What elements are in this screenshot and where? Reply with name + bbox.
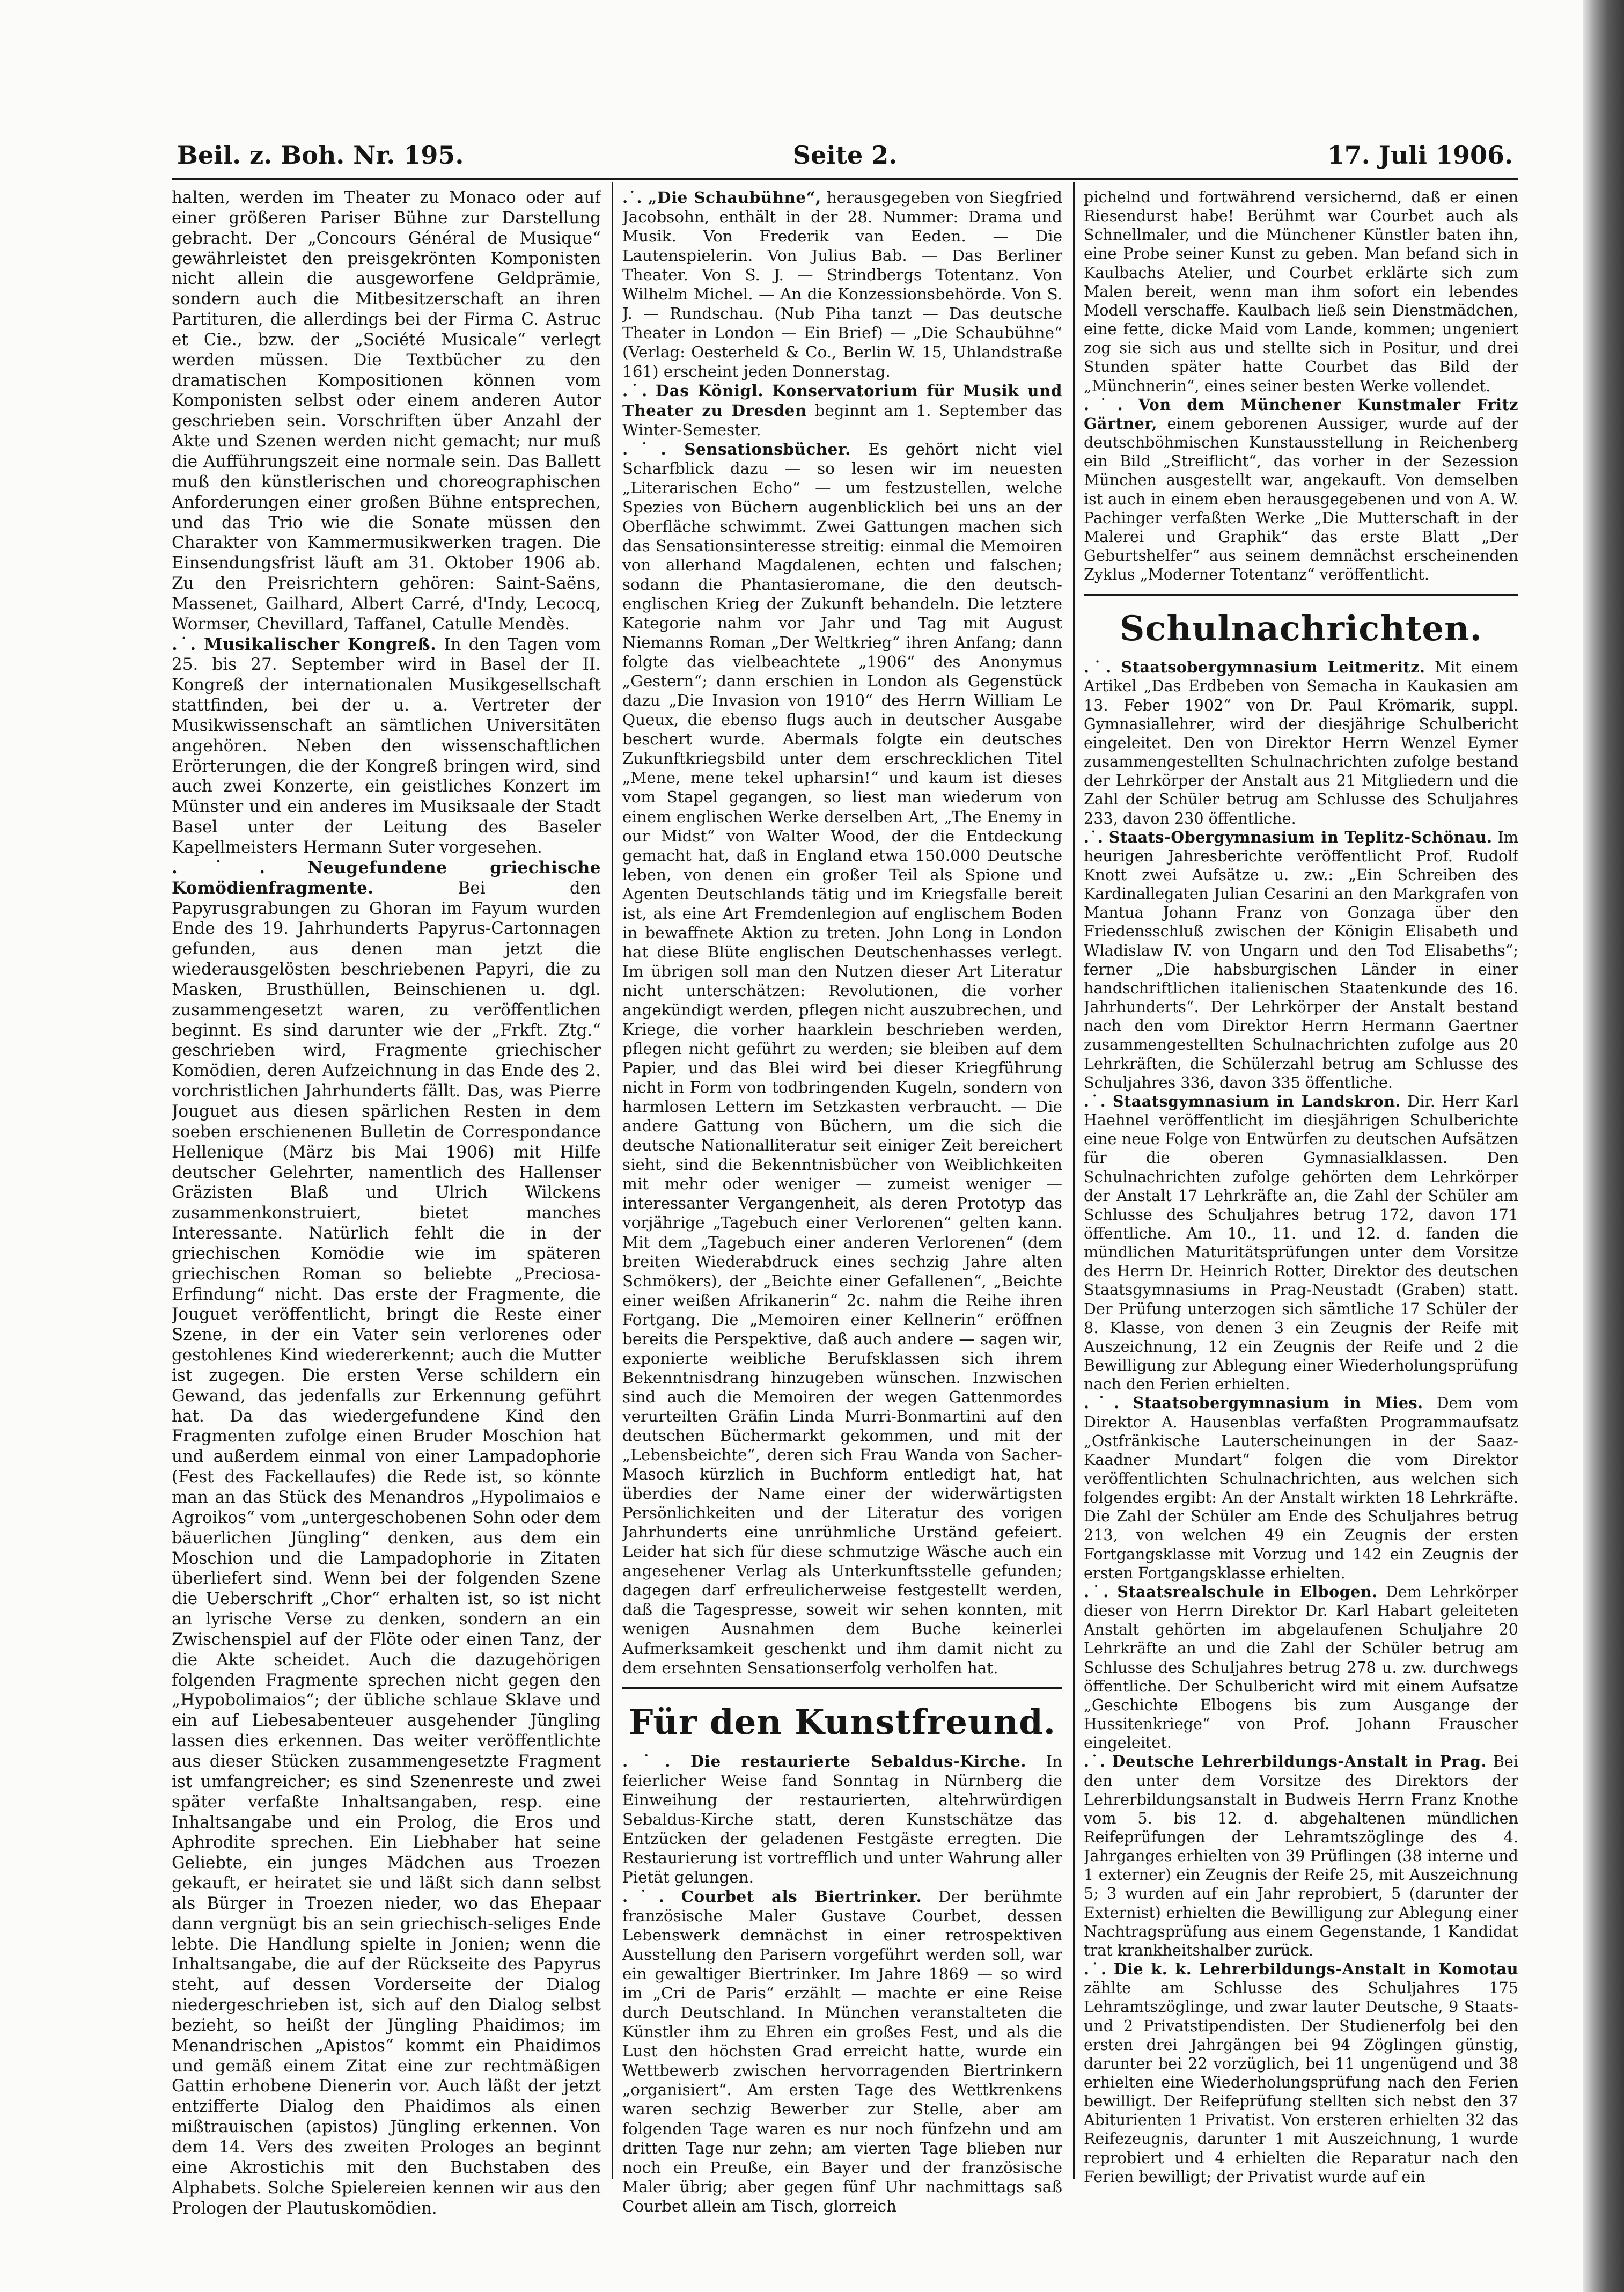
- article-text: Dir. Herr Karl Haehnel veröffentlicht im diesjährigen Schulberichte eine neue Folge von Entwürfen zu deutschen Aufsätzen für die oberen Gymnasialklassen. Den Schulnachrichten zufolge gehörten dem Lehrkörper der Anstalt 17 Lehrkräfte an, die Zahl der Schüler am Schlusse des Schuljahres betrug 172, davon 171 öffentliche. Am 10., 11. und 12. d. fanden die mündlichen Maturitätsprüfungen unter dem Vorsitze des Herrn Dr. Heinrich Rotter, Direktor des deutschen Staatsgymnasiums in Prag-Neustadt (Graben) statt. Der Prüfung unterzogen sich sämtliche 17 Schüler der 8. Klasse, von denen 3 ein Zeugnis der Reife mit Auszeichnung, 12 ein Zeugnis der Reife und 2 die Bewilligung zur Ablegung einer Wiederholungsprüfung nach den Ferien erhielten.: [1084, 1092, 1518, 1394]
- article: .˙. Von dem Münchener Kunstmaler Fritz Gärtner, einem geborenen Aussiger, wurde auf der deutschböhmischen Kunstausstellung in Reichenberg ein Bild „Streiflicht“, das vorher in der Sezession München ausgestellt war, angekauft. Von demselben ist auch in einem eben herausgegebenen und von A. W. Pachinger verfaßten Werke „Die Mutterschaft in der Malerei und Graphik“ das erste Blatt „Der Geburtshelfer“ aus seinem demnächst erscheinenden Zyklus „Moderner Totentanz“ veröffentlicht.: [1084, 395, 1518, 584]
- article-text: In den Tagen vom 25. bis 27. September wird in Basel der II. Kongreß der internationalen Musikgesellschaft stattfinden, bei der u. a. Vertreter der Musikwissenschaft an sämtlichen Universitäten angehören. Neben den wissenschaftlichen Erörterungen, die der Kongreß bringen wird, sind auch zwei Konzerte, ein geistliches Konzert im Münster und ein anderes im Musiksaale der Stadt Basel unter der Leitung des Baseler Kapellmeisters Hermann Suter vorgesehen.: [172, 634, 601, 857]
- article-text: In feierlicher Weise fand Sonntag in Nürnberg die Einweihung der restaurierten, altehrwürdigen Sebaldus-Kirche statt, deren Kunstschätze das Entzücken der geladenen Festgäste erregten. Die Restaurierung ist vortrefflich und unter Wahrung aller Pietät gelungen.: [622, 1752, 1062, 1886]
- article: .˙. Staatsrealschule in Elbogen. Dem Lehrkörper dieser von Herrn Direktor Dr. Karl Habart geleiteten Anstalt gehörten im abgelaufenen Schuljahre 20 Lehrkräfte an und die Zahl der Schüler betrug am Schlusse des Schuljahres betrug 278 u. zw. durchwegs öffentliche. Der Schulbericht wird mit einem Aufsatze „Geschichte Elbogens bis zum Ausgange der Hussitenkriege“ von Prof. Johann Frauscher eingeleitet.: [1084, 1582, 1518, 1752]
- section-rule: [622, 1687, 1062, 1689]
- article-text: zählte am Schlusse des Schuljahres 175 Lehramtszöglinge, und zwar lauter Deutsche, 9 Staats- und 2 Privatstipendisten. Der Studienerfolg bei den ersten drei Jahrgängen bei 94 Zöglingen günstig, darunter bei 22 vorzüglich, bei 11 ungenügend und 38 erhielten eine Wiederholungsprüfung nach den Ferien bewilligt. Der Reifeprüfung stellten sich nebst den 37 Abiturienten 1 Privatist. Von ersteren erhielten 32 das Reifezeugnis, darunter 1 mit Auszeichnung, 1 wurde reprobiert und 4 erhielten die Reparatur nach den Ferien bewilligt; der Privatist wurde auf ein: [1084, 1979, 1518, 2186]
- article-text: pichelnd und fortwährend versichernd, daß er einen Riesendurst habe! Berühmt war Courbet auch als Schnellmaler, und die Münchener Künstler baten ihn, eine Probe seiner Kunst zu geben. Man befand sich in Kaulbachs Atelier, und Courbet erklärte sich zum Malen bereit, wenn man ihm sofort ein lebendes Modell verschaffe. Kaulbach ließ sein Dienstmädchen, eine fette, dicke Maid vom Lande, kommen; ungeniert zog sie sich aus und stellte sich in Positur, und drei Stunden später hatte Courbet das Bild der „Münchnerin“, eines seiner besten Werke vollendet.: [1084, 188, 1518, 395]
- section-heading: Schulnachrichten.: [1120, 609, 1482, 649]
- article-text: einem geborenen Aussiger, wurde auf der deutschböhmischen Kunstausstellung in Reichenberg ein Bild „Streiflicht“, das vorher in der Sezession München ausgestellt war, angekauft. Von demselben ist auch in einem eben herausgegebenen und von A. W. Pachinger verfaßten Werke „Die Mutterschaft in der Malerei und Graphik“ das erste Blatt „Der Geburtshelfer“ aus seinem demnächst erscheinenden Zyklus „Moderner Totentanz“ veröffentlicht.: [1084, 414, 1518, 584]
- article-title: Sensationsbücher.: [684, 439, 851, 458]
- article-text: Im heurigen Jahresberichte veröffentlicht Prof. Rudolf Knott zwei Aufsätze u. zw.: „Ein Schreiben des Kardinallegaten Julian Cesarini an den Markgrafen von Mantua Johann Franz von Gonzaga über den Friedensschluß zwischen der Königin Elisabeth und Wladislaw IV. von Ungarn und den Tod Elisabeths“; ferner „Die habsburgischen Länder in einer handschriftlichen italienischen Staatenkunde des 16. Jahrhunderts“. Der Lehrkörper der Anstalt bestand nach den vom Direktor Herrn Hermann Gaertner zusammengestellten Schulnachrichten zufolge aus 20 Lehrkräften, die Schülerzahl betrug am Schlusse des Schuljahres 336, davon 335 öffentliche.: [1084, 828, 1518, 1092]
- header-date: 17. Juli 1906.: [1327, 141, 1513, 170]
- article-text: Bei den Papyrusgrabungen zu Ghoran im Fayum wurden Ende des 19. Jahrhunderts Papyrus-Cartonnagen gefunden, aus denen man jetzt die wiederausgelösten beschriebenen Papyri, die zu Masken, Brusthüllen, Beinschienen u. dgl. zusammengesetzt waren, zu veröffentlichen beginnt. Es sind darunter wie der „Frkft. Ztg.“ geschrieben wird, Fragmente griechischer Komödien, deren Aufzeichnung in das Ende des 2. vorchristlichen Jahrhunderts fällt. Das, was Pierre Jouguet aus diesen spärlichen Resten in dem soeben erschienenen Bulletin de Correspondance Hellenique (März bis Mai 1906) mit Hilfe deutscher Gelehrter, namentlich des Hallenser Gräzisten Blaß und Ulrich Wilckens zusammenkonstruiert, bietet manches Interessante. Natürlich fehlt die in der griechischen Komödie wie im späteren griechischen Roman so beliebte „Preciosa-Erfindung“ nicht. Das erste der Fragmente, die Jouguet veröffentlicht, bringt die Reste einer Szene, in der ein Vater sein verlorenes oder gestohlenes Kind wiedererkennt; auch die Mutter ist zugegen. Die ersten Verse schildern ein Gewand, das jedenfalls zur Erkennung geführt hat. Da das wiedergefundene Kind den Fragmenten zufolge einen Bruder Moschion hat und außerdem einmal von einer Lampadophorie (Fest des Fackellaufes) die Rede ist, so könnte man an das Stück des Menandros „Hypolimaios e Agroikos“ vom „untergeschobenen Sohn oder dem bäuerlichen Jüngling“ denken, aus dem ein Moschion und die Lampadophorie in Zitaten überliefert sind. Wenn bei der folgenden Szene die Ueberschrift „Chor“ erhalten ist, so ist nicht an lyrische Verse zu denken, sondern an ein Zwischenspiel auf der Flöte oder einen Tanz, der die Akte scheidet. Auch die dazugehörigen folgenden Fragmente sprechen nicht gegen den „Hypobolimaios“; der übliche schlaue Sklave und ein auf Liebesabenteuer ausgehender Jüngling lassen dies erkennen. Das weiter veröffentlichte aus dieser Stücken zusammengesetzte Fragment ist umfangreicher; es sind Szenenreste und zwei später verfaßte Inhaltsangaben, resp. eine Inhaltsangabe und ein Prolog, die Eros und Aphrodite sprechen. Ein Liebhaber hat seine Geliebte, ein junges Mädchen aus Troezen gekauft, er heiratet sie und läßt sich dann selbst als Bürger in Troezen nieder, wo das Ehepaar dann vergnügt bis an sein griechisch-seliges Ende lebte. Die Handlung spielte in Jonien; wenn die Inhaltsangabe, die auf der Rückseite des Papyrus steht, auf dessen Vorderseite der Dialog niedergeschrieben ist, sich auf den Dialog selbst bezieht, so heißt der Jüngling Phaidimos; im Menandrischen „Apistos“ kommt ein Phaidimos und gemäß einem Zitat eine zur rechtmäßigen Gattin erhobene Dienerin vor. Auch läßt der jetzt entzifferte Dialog den Phaidimos als einen mißtrauischen (apistos) Jüngling erkennen. Von dem 14. Vers des zweiten Prologes an beginnt eine Akrostichis mit den Buchstaben des Alphabets. Solche Spielereien kennen wir aus den Prologen der Plautuskomödien.: [172, 878, 601, 2218]
- article-text: Bei den unter dem Vorsitze des Direktors der Lehrerbildungsanstalt in Budweis Herrn Franz Knothe vom 5. bis 12. d. abgehaltenen mündlichen Reifeprüfungen der Lehramtszöglinge des 4. Jahrganges erhielten von 39 Prüflingen (38 interne und 1 externer) ein Zeugnis der Reife 25, mit Auszeichnung 5; 3 wurden auf ein Jahr reprobiert, 5 (darunter der Externist) erhielten die Bewilligung zur Ablegung einer Nachtragsprüfung aus einem Gegenstande, 1 Kandidat trat krankheitshalber zurück.: [1084, 1752, 1518, 1959]
- article: .˙. „Die Schaubühne“, herausgegeben von Siegfried Jacobsohn, enthält in der 28. Nummer: Drama und Musik. Von Frederik van Eeden. — Die Lautenspielerin. Von Julius Bab. — Das Berliner Theater. Von S. J. — Strindbergs Totentanz. Von Wilhelm Michel. — An die Konzessionsbehörde. Von S. J. — Rundschau. (Nub Piha tanzt — Das deutsche Theater in London — Ein Brief) — „Die Schaubühne“ (Verlag: Oesterheld & Co., Berlin W. 15, Uhlandstraße 161) erscheint jeden Donnerstag.: [622, 188, 1062, 381]
- header-page-number: Seite 2.: [792, 141, 898, 170]
- article-text: beginnt am 1. September das Winter-Semester.: [622, 401, 1062, 439]
- article-text: Der berühmte französische Maler Gustave Courbet, dessen Lebenswerk demnächst in einer retrospektiven Ausstellung den Parisern vorgeführt werden soll, war ein gewaltiger Biertrinker. Im Jahre 1869 — so wird im „Cri de Paris“ erzählt — machte er eine Reise durch Deutschland. In München veranstalteten die Künstler ihm zu Ehren ein großes Fest, und als die Lust den höchsten Grad erreicht hatte, wurde ein Wettbewerb zwischen hervorragenden Biertrinkern „organisiert“. Am ersten Tage des Wettkrenkens waren sechzig Bewerber zur Stelle, aber am folgenden Tage waren es nur noch fünfzehn und am dritten Tage nur zehn; am vierten Tage blieben nur noch ein Preuße, ein Bayer und der französische Maler übrig; aber gegen fünf Uhr nachmittags saß Courbet allein am Tisch, glorreich: [622, 1887, 1062, 2215]
- article-title: Staatsobergymnasium Leitmeritz.: [1121, 658, 1425, 677]
- article: .˙. Sensationsbücher. Es gehört nicht viel Scharfblick dazu — so lesen wir im neuesten „Literarischen Echo“ — um festzustellen, welche Spezies von Büchern augenblicklich bei uns an der Oberfläche schwimmt. Zwei Gattungen machen sich das Sensationsinteresse streitig: einmal die Memoiren von allerhand Magdalenen, echten und falschen; sodann die Phantasieromane, die den deutsch-englischen Krieg der Zukunft behandeln. Die letztere Kategorie nahm vor Jahr und Tag mit August Niemanns Roman „Der Weltkrieg“ ihren Anfang; dann folgte das vielbeachtete „1906“ des Anonymus „Gestern“; dann erschien in London als Gegenstück dazu „Die Invasion von 1910“ des Herrn William Le Queux, die ebenso flugs auch in deutscher Ausgabe beschert wurde. Abermals folgte ein deutsches Zukunftkriegsbild unter dem erschrecklichen Titel „Mene, mene tekel upharsin!“ und kaum ist dieses vom Stapel gegangen, so liest man wiederum von einem englischen Werke derselben Art, „The Enemy in our Midst“ von Walter Wood, der die Entdeckung gemacht hat, daß in England etwa 150.000 Deutsche leben, von denen ein großer Teil als Spione und Agenten Deutschlands tätig und im Kriegsfalle bereit ist, als eine Art Fremdenlegion auf englischem Boden in bewaffnete Aktion zu treten. John Long in London hat diese Blüte englischen Deutschenhasses verlegt. Im übrigen soll man den Nutzen dieser Art Literatur nicht unterschätzen: Revolutionen, die vorher angekündigt werden, pflegen nicht auszubrechen, und Kriege, die vorher haarklein beschrieben werden, pflegen nicht geführt zu werden; sie bleiben auf dem Papier, und das Blei wird bei dieser Kriegführung nicht in Form von todbringenden Kugeln, sondern von harmlosen Lettern im Setzkasten verbraucht. — Die andere Gattung von Büchern, um die sich die deutsche Nationalliteratur seit einiger Zeit bereichert sieht, sind die Bekenntnisbücher von Weiblichkeiten mit mehr oder weniger — zumeist weniger — interessanter Vergangenheit, als deren Prototyp das vorjährige „Tagebuch einer Verlorenen“ gelten kann. Mit dem „Tagebuch einer anderen Verlorenen“ (dem breiten Wiederabdruck eines sechzig Jahre alten Schmökers), der „Beichte einer Gefallenen“, „Beichte einer weißen Afrikanerin“ 2c. nahm die Reihe ihren Fortgang. Die „Memoiren einer Kellnerin“ eröffnen bereits die Perspektive, daß auch andere — sagen wir, exponierte weibliche Berufsklassen sich ihrem Bekenntnisdrang hinzugeben wünschen. Inzwischen sind auch die Memoiren der wegen Gattenmordes verurteilten Gräfin Linda Murri-Bonmartini auf den deutschen Büchermarkt gekommen, und mit der „Lebensbeichte“, deren sich Frau Wanda von Sacher-Masoch kürzlich in Buchform entledigt hat, hat überdies der Name einer der widerwärtigsten Persönlichkeiten und der Literatur des vorigen Jahrhunderts eine unrühmliche Urständ gefeiert. Leider hat sich für diese schmutzige Wäsche auch ein angesehener Verlag als Unterkunftsstelle gefunden; dagegen darf erfreulicherweise festgestellt werden, daß die Tagespresse, soweit wir sehen konnten, mit wenigen Ausnahmen dem Buche keinerlei Aufmerksamkeit geschenkt und ihm damit nicht zu dem ersehnten Sensationserfolg verholfen hat.: [622, 439, 1062, 1677]
- section-rule: [1084, 594, 1518, 596]
- article-text: herausgegeben von Siegfried Jacobsohn, enthält in der 28. Nummer: Drama und Musik. Von Frederik van Eeden. — Die Lautenspielerin. Von Julius Bab. — Das Berliner Theater. Von S. J. — Strindbergs Totentanz. Von Wilhelm Michel. — An die Konzessionsbehörde. Von S. J. — Rundschau. (Nub Piha tanzt — Das deutsche Theater in London — Ein Brief) — „Die Schaubühne“ (Verlag: Oesterheld & Co., Berlin W. 15, Uhlandstraße 161) erscheint jeden Donnerstag.: [622, 188, 1062, 381]
- article: .˙. Staats-Obergymnasium in Teplitz-Schönau. Im heurigen Jahresberichte veröffentlicht Prof. Rudolf Knott zwei Aufsätze u. zw.: „Ein Schreiben des Kardinallegaten Julian Cesarini an den Markgrafen von Mantua Johann Franz von Gonzaga über den Friedensschluß zwischen der Königin Elisabeth und Wladislaw IV. von Ungarn und den Tod Elisabeths“; ferner „Die habsburgischen Länder in einer handschriftlichen italienischen Staatenkunde des 16. Jahrhunderts“. Der Lehrkörper der Anstalt bestand nach den vom Direktor Herrn Hermann Gaertner zusammengestellten Schulnachrichten zufolge aus 20 Lehrkräften, die Schülerzahl betrug am Schlusse des Schuljahres 336, davon 335 öffentliche.: [1084, 828, 1518, 1092]
- article: .˙. Das Königl. Konservatorium für Musik und Theater zu Dresden beginnt am 1. September das Winter-Semester.: [622, 381, 1062, 439]
- article-title: Courbet als Biertrinker.: [681, 1886, 922, 1906]
- article-title: Staatsobergymnasium in Mies.: [1133, 1394, 1423, 1412]
- column-3: [1084, 188, 1518, 2227]
- article: .˙. Die restaurierte Sebaldus-Kirche. In feierlicher Weise fand Sonntag in Nürnberg die Einweihung der restaurierten, altehrwürdigen Sebaldus-Kirche statt, deren Kunstschätze das Entzücken der geladenen Festgäste erregten. Die Restaurierung ist vortrefflich und unter Wahrung aller Pietät gelungen.: [622, 1751, 1062, 1886]
- article-title: Neugefundene griechische Komödienfragmente.: [172, 858, 601, 898]
- column-divider-2: [1073, 182, 1075, 2179]
- article-title: „Die Schaubühne“,: [648, 188, 821, 207]
- article: .˙. Courbet als Biertrinker. Der berühmte französische Maler Gustave Courbet, dessen Lebenswerk demnächst in einer retrospektiven Ausstellung den Parisern vorgeführt werden soll, war ein gewaltiger Biertrinker. Im Jahre 1869 — so wird im „Cri de Paris“ erzählt — machte er eine Reise durch Deutschland. In München veranstalteten die Künstler ihm zu Ehren ein großes Fest, und als die Lust den höchsten Grad erreicht hatte, wurde ein Wettbewerb zwischen hervorragenden Biertrinkern „organisiert“. Am ersten Tage des Wettkrenkens waren sechzig Bewerber zur Stelle, aber am folgenden Tage waren es nur noch fünfzehn und am dritten Tage nur zehn; am vierten Tage blieben nur noch ein Preuße, ein Bayer und der französische Maler übrig; aber gegen fünf Uhr nachmittags saß Courbet allein am Tisch, glorreich: [622, 1886, 1062, 2215]
- article: .˙. Staatsgymnasium in Landskron. Dir. Herr Karl Haehnel veröffentlicht im diesjährigen Schulberichte eine neue Folge von Entwürfen zu deutschen Aufsätzen für die oberen Gymnasialklassen. Den Schulnachrichten zufolge gehörten dem Lehrkörper der Anstalt 17 Lehrkräfte an, die Zahl der Schüler am Schlusse des Schuljahres betrug 172, davon 171 öffentliche. Am 10., 11. und 12. d. fanden die mündlichen Maturitätsprüfungen unter dem Vorsitze des Herrn Dr. Heinrich Rotter, Direktor des deutschen Staatsgymnasiums in Prag-Neustadt (Graben) statt. Der Prüfung unterzogen sich sämtliche 17 Schüler der 8. Klasse, von denen 3 ein Zeugnis der Reife mit Auszeichnung, 12 ein Zeugnis der Reife und 2 die Bewilligung zur Ablegung einer Wiederholungsprüfung nach den Ferien erhielten.: [1084, 1092, 1518, 1394]
- article: .˙. Deutsche Lehrerbildungs-Anstalt in Prag. Bei den unter dem Vorsitze des Direktors der Lehrerbildungsanstalt in Budweis Herrn Franz Knothe vom 5. bis 12. d. abgehaltenen mündlichen Reifeprüfungen der Lehramtszöglinge des 4. Jahrganges erhielten von 39 Prüflingen (38 interne und 1 externer) ein Zeugnis der Reife 25, mit Auszeichnung 5; 3 wurden auf ein Jahr reprobiert, 5 (darunter der Externist) erhielten die Bewilligung zur Ablegung einer Nachtragsprüfung aus einem Gegenstande, 1 Kandidat trat krankheitshalber zurück.: [1084, 1752, 1518, 1959]
- article: .˙. Musikalischer Kongreß. In den Tagen vom 25. bis 27. September wird in Basel der II. Kongreß der internationalen Musikgesellschaft stattfinden, bei der u. a. Vertreter der Musikwissenschaft an sämtlichen Universitäten angehören. Neben den wissenschaftlichen Erörterungen, die der Kongreß bringen wird, sind auch zwei Konzerte, ein geistliches Konzert im Münster und ein anderes im Musiksaale der Stadt Basel unter der Leitung des Baseler Kapellmeisters Hermann Suter vorgesehen.: [172, 634, 601, 857]
- column-divider-1: [612, 182, 613, 2179]
- scan-edge: [1583, 0, 1624, 2292]
- article-text: halten, werden im Theater zu Monaco oder auf einer größeren Pariser Bühne zur Darstellung gebracht. Der „Concours Général de Musique“ gewährleistet den preisgekrönten Komponisten nicht allein die ausgeworfene Geldprämie, sondern auch die Mitbesitzerschaft an ihren Partituren, die allerdings bei der Firma C. Astruc et Cie., bzw. der „Société Musicale“ verlegt werden müssen. Die Textbücher zu den dramatischen Kompositionen können vom Komponisten selbst oder einem anderen Autor geschrieben sein. Vorschriften über Anzahl der Akte und Szenen werden nicht gemacht; nur muß die Aufführungszeit eine normale sein. Das Ballett muß den künstlerischen und choreographischen Anforderungen einer großen Bühne entsprechen, und das Trio wie die Sonate müssen den Charakter von Kammermusikwerken tragen. Die Einsendungsfrist läuft am 31. Oktober 1906 ab. Zu den Preisrichtern gehören: Saint-Saëns, Massenet, Gailhard, Albert Carré, d'Indy, Lecocq, Wormser, Chevillard, Taffanel, Catulle Mendès.: [172, 188, 601, 634]
- article-title: Von dem Münchener Kunstmaler Fritz Gärtner,: [1084, 395, 1518, 433]
- article-title: Deutsche Lehrerbildungs-Anstalt in Prag.: [1112, 1752, 1487, 1771]
- article-title: Die restaurierte Sebaldus-Kirche.: [690, 1751, 1026, 1770]
- article: .˙. Staatsobergymnasium Leitmeritz. Mit einem Artikel „Das Erdbeben von Semacha in Kaukasien am 13. Feber 1902“ von Dr. Paul Krömarik, suppl. Gymnasiallehrer, wird der diesjährige Schulbericht eingeleitet. Den von Direktor Herrn Wenzel Eymer zusammengestellten Schulnachrichten zufolge bestand der Lehrkörper der Anstalt aus 21 Mitgliedern und die Zahl der Schüler betrug am Schlusse des Schuljahres 233, davon 230 öffentliche.: [1084, 658, 1518, 828]
- article: .˙. Die k. k. Lehrerbildungs-Anstalt in Komotau zählte am Schlusse des Schuljahres 175 Lehramtszöglinge, und zwar lauter Deutsche, 9 Staats- und 2 Privatstipendisten. Der Studienerfolg bei den ersten drei Jahrgängen bei 94 Zöglingen günstig, darunter bei 22 vorzüglich, bei 11 ungenügend und 38 erhielten eine Wiederholungsprüfung nach den Ferien bewilligt. Der Reifeprüfung stellten sich nebst den 37 Abiturienten 1 Privatist. Von ersteren erhielten 32 das Reifezeugnis, darunter 1 mit Auszeichnung, 1 wurde reprobiert und 4 erhielten die Reparatur nach den Ferien bewilligt; der Privatist wurde auf ein: [1084, 1960, 1518, 2186]
- page-header: [177, 141, 1513, 174]
- column-1: [172, 188, 601, 2227]
- article-title: Staatsgymnasium in Landskron.: [1112, 1092, 1401, 1110]
- article-title: Die k. k. Lehrerbildungs-Anstalt in Komotau: [1113, 1960, 1518, 1979]
- article-title: Musikalischer Kongreß.: [204, 634, 437, 654]
- article-title: Staatsrealschule in Elbogen.: [1117, 1582, 1378, 1601]
- header-rule: [172, 178, 1518, 180]
- article-text: Dem vom Direktor A. Hausenblas verfaßten Programmaufsatz „Ostfränkische Lauterscheinungen in der Saaz-Kaadner Mundart“ folgen die vom Direktor veröffentlichten Schulnachrichten, aus welchen sich folgendes ergibt: An der Anstalt wirkten 18 Lehrkräfte. Die Zahl der Schüler am Ende des Schuljahres betrug 213, von welchen 49 ein Zeugnis der ersten Fortgangsklasse mit Vorzug und 142 ein Zeugnis der ersten Fortgangsklasse erhielten.: [1084, 1394, 1518, 1582]
- article-title: Staats-Obergymnasium in Teplitz-Schönau.: [1108, 828, 1493, 846]
- header-issue: Beil. z. Boh. Nr. 195.: [177, 141, 464, 170]
- article-text: Es gehört nicht viel Scharfblick dazu — so lesen wir im neuesten „Literarischen Echo“ — um festzustellen, welche Spezies von Büchern augenblicklich bei uns an der Oberfläche schwimmt. Zwei Gattungen machen sich das Sensationsinteresse streitig: einmal die Memoiren von allerhand Magdalenen, echten und falschen; sodann die Phantasieromane, die den deutsch-englischen Krieg der Zukunft behandeln. Die letztere Kategorie nahm vor Jahr und Tag mit August Niemanns Roman „Der Weltkrieg“ ihren Anfang; dann folgte das vielbeachtete „1906“ des Anonymus „Gestern“; dann erschien in London als Gegenstück dazu „Die Invasion von 1910“ des Herrn William Le Queux, die ebenso flugs auch in deutscher Ausgabe beschert wurde. Abermals folgte ein deutsches Zukunftkriegsbild unter dem erschrecklichen Titel „Mene, mene tekel upharsin!“ und kaum ist dieses vom Stapel gegangen, so liest man wiederum von einem englischen Werke derselben Art, „The Enemy in our Midst“ von Walter Wood, der die Entdeckung gemacht hat, daß in England etwa 150.000 Deutsche leben, von denen ein großer Teil als Spione und Agenten Deutschlands tätig und im Kriegsfalle bereit ist, als eine Art Fremdenlegion auf englischem Boden in bewaffnete Aktion zu treten. John Long in London hat diese Blüte englischen Deutschenhasses verlegt. Im übrigen soll man den Nutzen dieser Art Literatur nicht unterschätzen: Revolutionen, die vorher angekündigt werden, pflegen nicht auszubrechen, und Kriege, die vorher haarklein beschrieben werden, pflegen nicht geführt zu werden; sie bleiben auf dem Papier, und das Blei wird bei dieser Kriegführung nicht in Form von todbringenden Kugeln, sondern von harmlosen Lettern im Setzkasten verbraucht. — Die andere Gattung von Büchern, um die sich die deutsche Nationalliteratur seit einiger Zeit bereichert sieht, sind die Bekenntnisbücher von Weiblichkeiten mit mehr oder weniger — zumeist weniger — interessanter Vergangenheit, als deren Prototyp das vorjährige „Tagebuch einer Verlorenen“ gelten kann. Mit dem „Tagebuch einer anderen Verlorenen“ (dem breiten Wiederabdruck eines sechzig Jahre alten Schmökers), der „Beichte einer Gefallenen“, „Beichte einer weißen Afrikanerin“ 2c. nahm die Reihe ihren Fortgang. Die „Memoiren einer Kellnerin“ eröffnen bereits die Perspektive, daß auch andere — sagen wir, exponierte weibliche Berufsklassen sich ihrem Bekenntnisdrang hinzugeben wünschen. Inzwischen sind auch die Memoiren der wegen Gattenmordes verurteilten Gräfin Linda Murri-Bonmartini auf den deutschen Büchermarkt gekommen, und mit der „Lebensbeichte“, deren sich Frau Wanda von Sacher-Masoch kürzlich in Buchform entledigt hat, hat überdies der Name einer der widerwärtigsten Persönlichkeiten und der Literatur des vorigen Jahrhunderts eine unrühmliche Urständ gefeiert. Leider hat sich für diese schmutzige Wäsche auch ein angesehener Verlag als Unterkunftsstelle gefunden; dagegen darf erfreulicherweise festgestellt werden, daß die Tagespresse, soweit wir sehen konnten, mit wenigen Ausnahmen dem Buche keinerlei Aufmerksamkeit geschenkt und ihm damit nicht zu dem ersehnten Sensationserfolg verholfen hat.: [622, 440, 1062, 1677]
- section-heading: Für den Kunstfreund.: [628, 1702, 1056, 1742]
- article: .˙. Staatsobergymnasium in Mies. Dem vom Direktor A. Hausenblas verfaßten Programmaufsatz „Ostfränkische Lauterscheinungen in der Saaz-Kaadner Mundart“ folgen die vom Direktor veröffentlichten Schulnachrichten, aus welchen sich folgendes ergibt: An der Anstalt wirkten 18 Lehrkräfte. Die Zahl der Schüler am Ende des Schuljahres betrug 213, von welchen 49 ein Zeugnis der ersten Fortgangsklasse mit Vorzug und 142 ein Zeugnis der ersten Fortgangsklasse erhielten.: [1084, 1394, 1518, 1582]
- article-text: Dem Lehrkörper dieser von Herrn Direktor Dr. Karl Habart geleiteten Anstalt gehörten im abgelaufenen Schuljahre 20 Lehrkräfte an und die Zahl der Schüler betrug am Schlusse des Schuljahres betrug 278 u. zw. durchwegs öffentliche. Der Schulbericht wird mit einem Aufsatze „Geschichte Elbogens bis zum Ausgange der Hussitenkriege“ von Prof. Johann Frauscher eingeleitet.: [1084, 1582, 1518, 1752]
- article-text: Mit einem Artikel „Das Erdbeben von Semacha in Kaukasien am 13. Feber 1902“ von Dr. Paul Krömarik, suppl. Gymnasiallehrer, wird der diesjährige Schulbericht eingeleitet. Den von Direktor Herrn Wenzel Eymer zusammengestellten Schulnachrichten zufolge bestand der Lehrkörper der Anstalt aus 21 Mitgliedern und die Zahl der Schüler betrug am Schlusse des Schuljahres 233, davon 230 öffentliche.: [1084, 658, 1518, 828]
- article-title: Das Königl. Konservatorium für Musik und Theater zu Dresden: [622, 381, 1062, 420]
- column-2: [622, 188, 1062, 2227]
- article: .˙. Neugefundene griechische Komödienfragmente. Bei den Papyrusgrabungen zu Ghoran im Fayum wurden Ende des 19. Jahrhunderts Papyrus-Cartonnagen gefunden, aus denen man jetzt die wiederausgelösten beschriebenen Papyri, die zu Masken, Brusthüllen, Beinschienen u. dgl. zusammengesetzt waren, zu veröffentlichen beginnt. Es sind darunter wie der „Frkft. Ztg.“ geschrieben wird, Fragmente griechischer Komödien, deren Aufzeichnung in das Ende des 2. vorchristlichen Jahrhunderts fällt. Das, was Pierre Jouguet aus diesen spärlichen Resten in dem soeben erschienenen Bulletin de Correspondance Hellenique (März bis Mai 1906) mit Hilfe deutscher Gelehrter, namentlich des Hallenser Gräzisten Blaß und Ulrich Wilckens zusammenkonstruiert, bietet manches Interessante. Natürlich fehlt die in der griechischen Komödie wie im späteren griechischen Roman so beliebte „Preciosa-Erfindung“ nicht. Das erste der Fragmente, die Jouguet veröffentlicht, bringt die Reste einer Szene, in der ein Vater sein verlorenes oder gestohlenes Kind wiedererkennt; auch die Mutter ist zugegen. Die ersten Verse schildern ein Gewand, das jedenfalls zur Erkennung geführt hat. Da das wiedergefundene Kind den Fragmenten zufolge einen Bruder Moschion hat und außerdem einmal von einer Lampadophorie (Fest des Fackellaufes) die Rede ist, so könnte man an das Stück des Menandros „Hypolimaios e Agroikos“ vom „untergeschobenen Sohn oder dem bäuerlichen Jüngling“ denken, aus dem ein Moschion und die Lampadophorie in Zitaten überliefert sind. Wenn bei der folgenden Szene die Ueberschrift „Chor“ erhalten ist, so ist nicht an lyrische Verse zu denken, sondern an ein Zwischenspiel auf der Flöte oder einen Tanz, der die Akte scheidet. Auch die dazugehörigen folgenden Fragmente sprechen nicht gegen den „Hypobolimaios“; der übliche schlaue Sklave und ein auf Liebesabenteuer ausgehender Jüngling lassen dies erkennen. Das weiter veröffentlichte aus dieser Stücken zusammengesetzte Fragment ist umfangreicher; es sind Szenenreste und zwei später verfaßte Inhaltsangaben, resp. eine Inhaltsangabe und ein Prolog, die Eros und Aphrodite sprechen. Ein Liebhaber hat seine Geliebte, ein junges Mädchen aus Troezen gekauft, er heiratet sie und läßt sich dann selbst als Bürger in Troezen nieder, wo das Ehepaar dann vergnügt bis an sein griechisch-seliges Ende lebte. Die Handlung spielte in Jonien; wenn die Inhaltsangabe, die auf der Rückseite des Papyrus steht, auf dessen Vorderseite der Dialog niedergeschrieben ist, sich auf den Dialog selbst bezieht, so heißt der Jüngling Phaidimos; im Menandrischen „Apistos“ kommt ein Phaidimos und gemäß einem Zitat eine zur rechtmäßigen Gattin erhobene Dienerin vor. Auch läßt der jetzt entzifferte Dialog den Phaidimos als einen mißtrauischen (apistos) Jüngling erkennen. Von dem 14. Vers des zweiten Prologes an beginnt eine Akrostichis mit den Buchstaben des Alphabets. Solche Spielereien kennen wir aus den Prologen der Plautuskomödien.: [172, 858, 601, 2218]
